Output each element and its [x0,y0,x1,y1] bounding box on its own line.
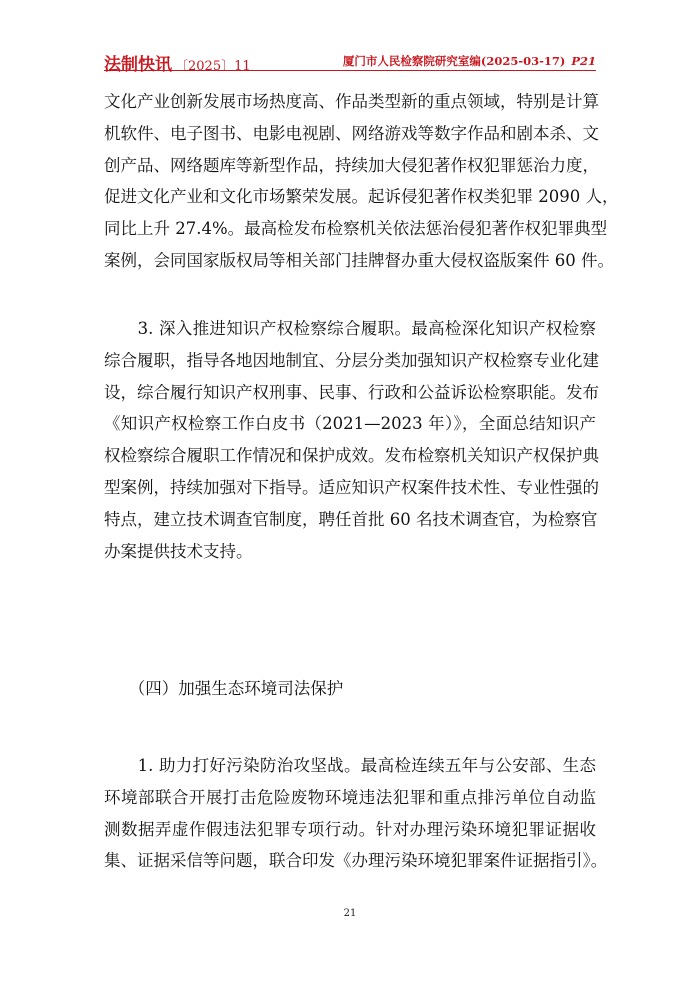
text-line: 同比上升 27.4%。最高检发布检察机关依法惩治侵犯著作权犯罪典型 [104,219,608,239]
header-rule [104,70,596,71]
page-header [104,48,596,75]
section-heading [104,673,596,705]
text-line: 设，综合履行知识产权刑事、民事、行政和公益诉讼检察职能。发布 [104,382,599,402]
text-line: 型案例，持续加强对下指导。适应知识产权案件技术性、专业性强的 [104,477,599,497]
text-line: 1. 助力打好污染防治攻坚战。最高检连续五年与公安部、生态 [104,756,596,775]
text-line: 创产品、网络题库等新型作品，持续加大侵犯著作权犯罪惩治力度， [104,155,599,175]
text-line: 集、证据采信等问题，联合印发《办理污染环境犯罪案件证据指引》。 [104,851,608,871]
text-line: 机软件、电子图书、电影电视剧、网络游戏等数字作品和剧本杀、文 [104,123,599,143]
header-title-group [104,50,251,75]
text-line: 特点，建立技术调查官制度，聘任首批 60 名技术调查官，为检察官 [104,509,598,529]
header-source-group [343,53,596,69]
text-line: 促进文化产业和文化市场繁荣发展。起诉侵犯著作权类犯罪 2090 人， [104,187,619,207]
text-line: 办案提供技术支持。 [104,541,253,561]
issue-number: 〔2025〕11 [175,59,251,74]
paragraph-ip-prosecution [104,313,599,567]
page-number: 21 [343,908,357,919]
publisher-and-date: 厦门市人民检察院研究室编(2025-03-17) [342,54,566,68]
paragraph-pollution [104,750,608,877]
text-line: 《知识产权检察工作白皮书（2021—2023 年）》，全面总结知识产 [104,414,596,434]
text-line: 综合履职，指导各地因地制宜、分层分类加强知识产权检察专业化建 [104,350,599,370]
text-line: 文化产业创新发展市场热度高、作品类型新的重点领域，特别是计算 [104,92,599,111]
header-page-label: P21 [571,54,596,68]
section-heading-text: （四）加强生态环境司法保护 [104,679,344,698]
text-line: 案例，会同国家版权局等相关部门挂牌督办重大侵权盗版案件 60 件。 [104,250,614,270]
text-line: 权检察综合履职工作情况和保护成效。发布检察机关知识产权保护典 [104,446,599,466]
text-line: 3. 深入推进知识产权检察综合履职。最高检深化知识产权检察 [104,319,596,338]
publication-title: 法制快讯 [104,55,172,75]
text-line: 测数据弄虚作假违法犯罪专项行动。针对办理污染环境犯罪证据收 [104,819,596,839]
paragraph-copyright [104,86,619,277]
text-line: 环境部联合开展打击危险废物环境违法犯罪和重点排污单位自动监 [104,787,596,807]
